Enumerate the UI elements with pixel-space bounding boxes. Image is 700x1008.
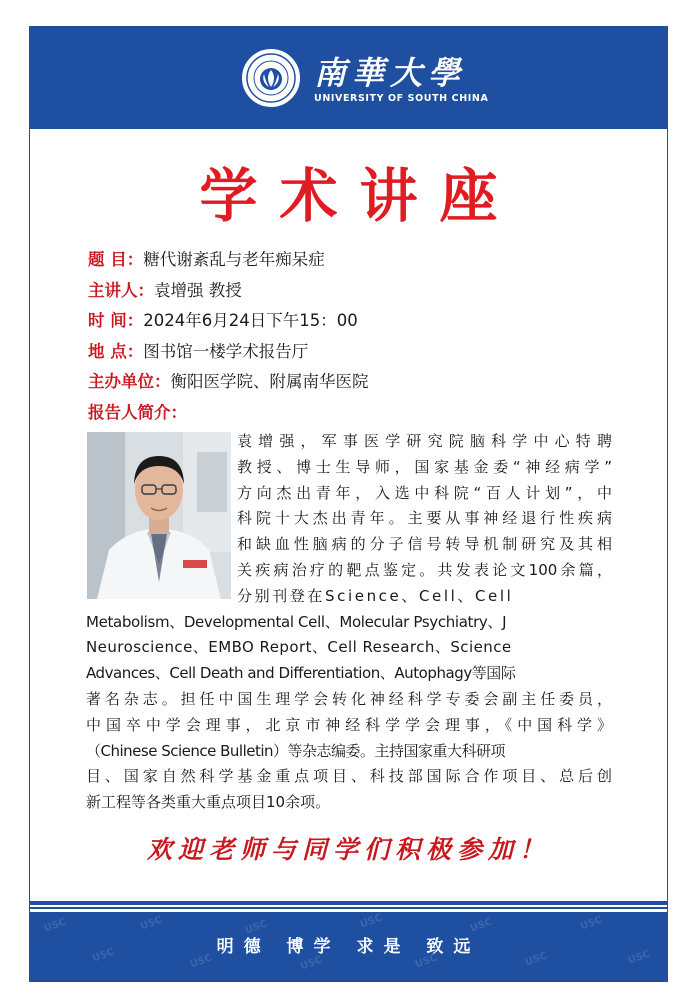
info-row-speaker <box>88 280 648 311</box>
bio-line: 新工程等各类重大重点项目10余项。 <box>86 793 331 812</box>
bio-line: 中国卒中学会理事，北京市神经科学学会理事，《中国科学》 <box>86 715 612 734</box>
bio-line: 和缺血性脑病的分子信号转导机制研究及其相 <box>237 535 612 554</box>
info-value: 衡阳医学院、附属南华医院 <box>170 372 369 391</box>
bio-line-text: 分别刊登在Science、Cell、Cell <box>237 586 514 605</box>
watermark: USC <box>413 952 439 971</box>
watermark: USC <box>626 948 652 967</box>
poster <box>29 26 668 982</box>
university-name-en: UNIVERSITY OF SOUTH CHINA <box>314 93 489 104</box>
info-label: 主讲人： <box>88 280 154 300</box>
watermark: USC <box>468 916 494 935</box>
bio-line <box>86 584 612 610</box>
info-value: 2024年6月24日下午15：00 <box>143 311 358 330</box>
info-label: 主办单位： <box>88 372 171 391</box>
lecture-info <box>88 249 648 432</box>
watermark: USC <box>298 954 324 973</box>
divider-stripe <box>30 901 667 905</box>
bio-line: Advances、Cell Death and Differentiation、Autophagy等国际 <box>86 664 516 683</box>
watermark: USC <box>90 946 116 965</box>
info-row-location <box>88 341 648 372</box>
info-row-bio-heading <box>88 402 648 433</box>
divider-stripe <box>30 907 667 909</box>
bio-line: 科院十大杰出青年。主要从事神经退行性疾病 <box>237 509 612 528</box>
university-name-cn: 南華大學 <box>314 54 467 92</box>
watermark: USC <box>358 912 384 931</box>
info-label: 地 点： <box>88 341 144 361</box>
watermark: USC <box>188 952 214 971</box>
bio-line: 方向杰出青年，入选中科院“百人计划”，中 <box>237 483 612 502</box>
university-seal-icon <box>242 49 300 107</box>
header-banner <box>30 27 667 129</box>
info-label: 题 目： <box>88 250 144 269</box>
watermark: USC <box>523 950 549 969</box>
bio-line: Metabolism、Developmental Cell、Molecular Psychiatry、J <box>86 612 507 631</box>
bio-line: 著名杂志。担任中国生理学会转化神经科学专委会副主任委员， <box>86 689 612 708</box>
bio-line: 关疾病治疗的靶点鉴定。共发表论文100余篇， <box>237 560 612 579</box>
speaker-bio <box>86 429 612 816</box>
info-row-time <box>88 310 648 341</box>
info-value: 图书馆一楼学术报告厅 <box>143 341 309 361</box>
info-label: 时 间： <box>88 311 144 330</box>
info-row-organizer <box>88 371 648 402</box>
footer-banner <box>30 912 667 982</box>
university-motto: 明德 博学 求是 致远 <box>216 937 481 957</box>
info-label: 报告人简介： <box>88 402 187 422</box>
bio-line: 袁增强，军事医学研究院脑科学中心特聘 <box>237 432 612 450</box>
bio-line: 教授、博士生导师，国家基金委“神经病学” <box>237 457 612 476</box>
info-value: 袁增强 教授 <box>154 280 242 300</box>
info-row-topic <box>88 249 648 280</box>
bio-line: Neuroscience、EMBO Report、Cell Research、Science <box>86 638 512 657</box>
page-title: 学术讲座 <box>199 162 520 230</box>
watermark: USC <box>42 916 68 935</box>
welcome-slogan: 欢迎老师与同学们积极参加！ <box>146 835 550 864</box>
watermark: USC <box>578 914 604 933</box>
bio-line: （Chinese Science Bulletin）等杂志编委。主持国家重大科研项 <box>86 741 506 760</box>
info-value: 糖代谢紊乱与老年痴呆症 <box>143 250 325 269</box>
watermark: USC <box>138 914 164 933</box>
watermark: USC <box>243 918 269 937</box>
bio-line: 目、国家自然科学基金重点项目、科技部国际合作项目、总后创 <box>86 767 612 786</box>
